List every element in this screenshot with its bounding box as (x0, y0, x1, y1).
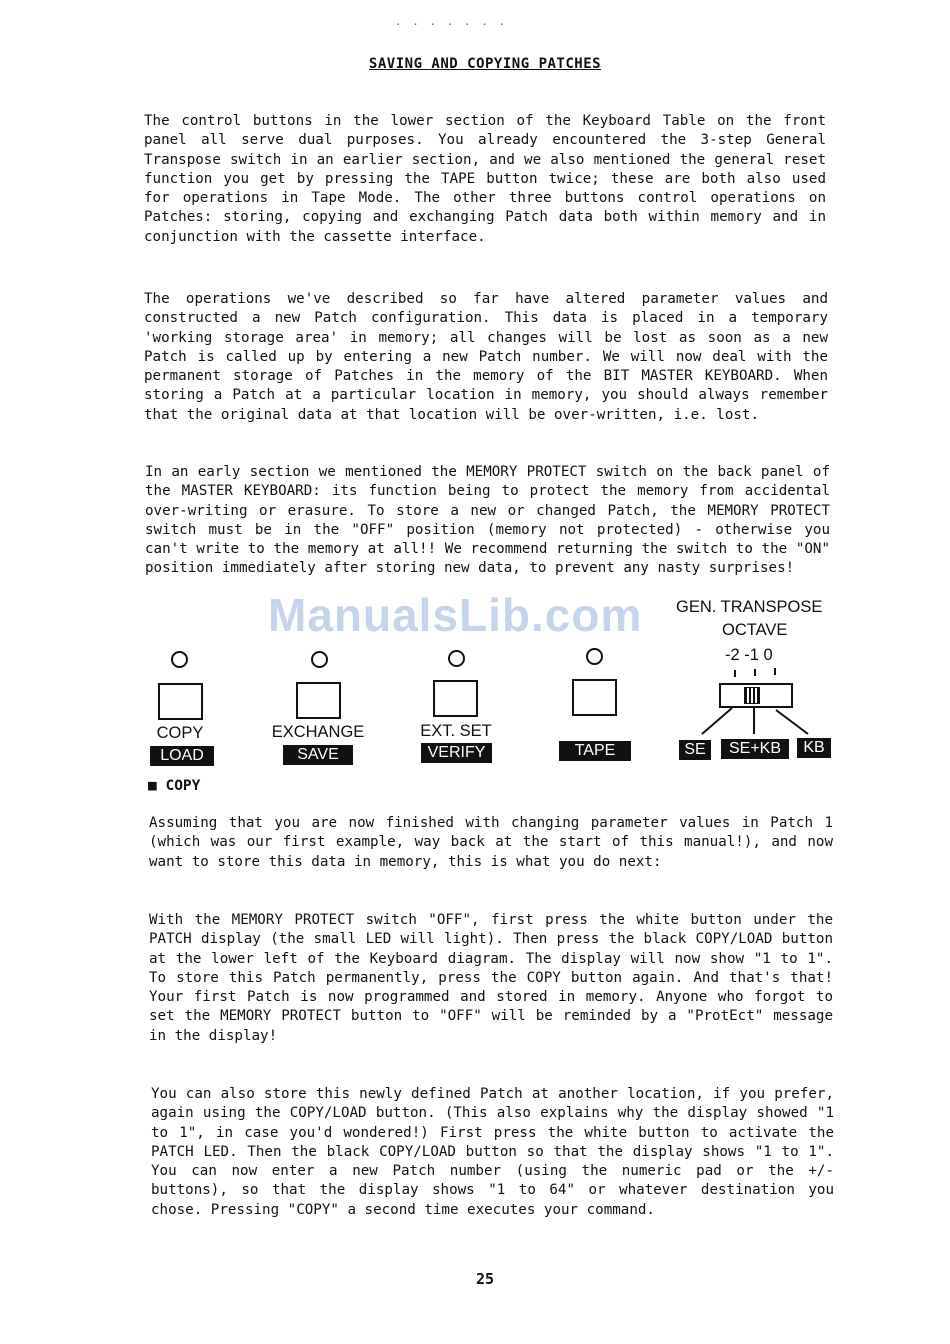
octave-label: OCTAVE (722, 621, 788, 639)
page-number: 25 (475, 1270, 495, 1288)
copy-led-icon (171, 651, 188, 668)
save-label: SAVE (283, 745, 353, 765)
octave-tick-2 (754, 669, 756, 676)
scan-noise: · · · · · · · (395, 18, 508, 31)
paragraph-store-steps: With the MEMORY PROTECT switch "OFF", first press the white button under the PATCH display (the small LED will light). Then press the black COPY/LOAD button at the lower left of the Keyboard diagram. The display will now show "1 to 1". To store this Patch permanently, press the COPY button again. And that's that! Your first Patch is now programmed and stored in memory. Anyone who forgot to set the MEMORY PROTECT button to "OFF" will be reminded by a "ProtEct" message in the display! (149, 912, 833, 1044)
load-label: LOAD (150, 746, 214, 766)
exchange-label: EXCHANGE (271, 723, 365, 741)
exchange-save-button (296, 682, 341, 719)
ext-set-verify-button (433, 680, 478, 717)
paragraph-other-location: You can also store this newly defined Patch at another location, if you prefer, again using the COPY/LOAD button. (This also explains why the display showed "1 to 1", in case you'd wondered!) First press the white button to activate the PATCH LED. Then the black COPY/LOAD button so that the display shows "1 to 1". You can now enter a new Patch number (using the numeric pad or the +/- buttons), so that the display shows "1 to 64" or whatever destination you chose. Pressing "COPY" a second time executes your command. (151, 1086, 834, 1218)
switch-pointer-lines-icon (690, 706, 820, 742)
ext-set-led-icon (448, 650, 465, 667)
paragraph-working-storage: The operations we've described so far have altered parameter values and constructed a new Patch configuration. This data is placed in a temporary 'working storage area' in memory; all changes will be lost as soon as a new Patch is called up by entering a new Patch number. We will now deal with the permanent storage of Patches in the memory of the BIT MASTER KEYBOARD. When storing a Patch at a particular location in memory, you should always remember that the original data at that location will be over-written, i.e. lost. (144, 291, 828, 423)
section-heading-copy: ■ COPY (148, 778, 201, 794)
paragraph-memory-protect: In an early section we mentioned the MEMORY PROTECT switch on the back panel of the MASTER KEYBOARD: its function being to protect the memory from accidental over-writing or erasure. To store a new or changed Patch, the MEMORY PROTECT switch must be in the "OFF" position (memory not protected) - otherwise you can't write to the memory at all!! We recommend returning the switch to the "ON" position immediately after storing new data, to prevent any nasty surprises! (145, 464, 830, 577)
octave-tick-1 (734, 670, 736, 677)
switch-label-se-kb: SE+KB (721, 739, 789, 759)
tape-led-icon (586, 648, 603, 665)
octave-tick-3 (774, 668, 776, 675)
copy-load-button (158, 683, 203, 720)
page-title: SAVING AND COPYING PATCHES (368, 56, 602, 72)
paragraph-assuming: Assuming that you are now finished with changing parameter values in Patch 1 (which was our first example, way back at the start of this manual!), and now want to store this data in memory, this is what you do next: (149, 815, 833, 870)
exchange-led-icon (311, 651, 328, 668)
watermark: ManualsLib.com (268, 589, 643, 641)
switch-label-kb: KB (797, 738, 831, 758)
ext-set-label: EXT. SET (420, 722, 492, 740)
tape-label: TAPE (559, 741, 631, 761)
switch-knob-icon (744, 687, 760, 704)
verify-label: VERIFY (421, 743, 492, 763)
switch-label-se: SE (679, 740, 711, 760)
paragraph-intro: The control buttons in the lower section of the Keyboard Table on the front panel all serve dual purposes. You already encountered the 3-step General Transpose switch in an earlier section, and we also mentioned the general reset function you get by pressing the TAPE button twice; these are both also used for operations in Tape Mode. The other three buttons control operations on Patches: storing, copying and exchanging Patch data both within memory and in conjunction with the cassette interface. (144, 113, 826, 245)
tape-button (572, 679, 617, 716)
octave-values: -2 -1 0 (725, 646, 773, 664)
copy-label: COPY (156, 724, 204, 742)
gen-transpose-label: GEN. TRANSPOSE (676, 598, 823, 616)
